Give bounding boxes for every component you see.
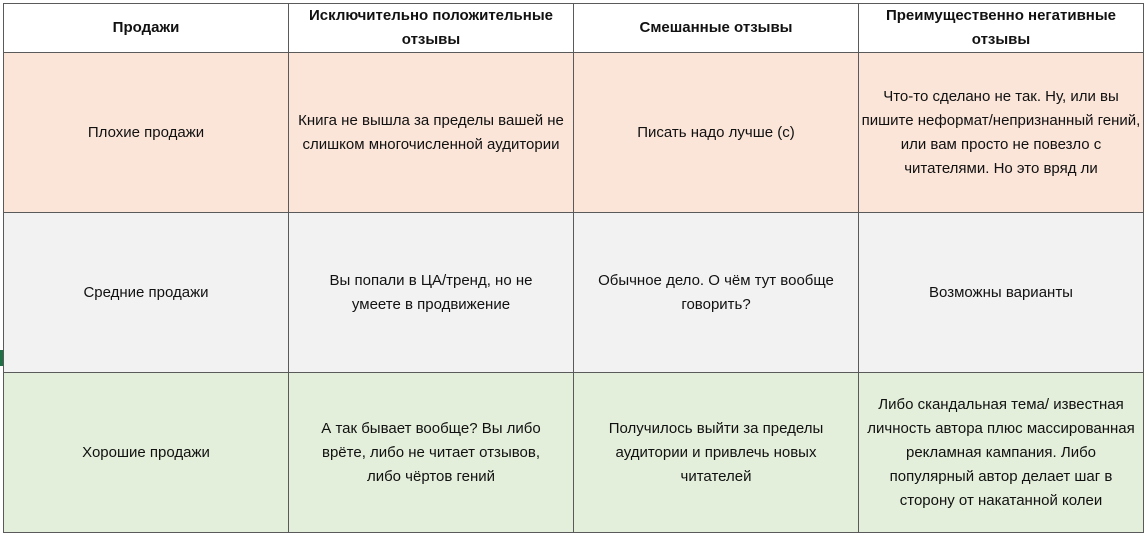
- cell-good-positive[interactable]: [289, 373, 574, 533]
- cell-text: Писать надо лучше (с): [637, 123, 795, 141]
- cell-mid-mixed[interactable]: [574, 213, 859, 373]
- header-cell-positive[interactable]: [289, 4, 574, 53]
- header-mixed-text: Смешанные отзывы: [639, 19, 793, 36]
- cell-text: Средние продажи: [83, 283, 209, 301]
- cell-text: Вы попали в ЦА/тренд, но не умеете в продвижение: [329, 271, 533, 313]
- header-sales-text: Продажи: [112, 19, 180, 36]
- cell-bad-sales[interactable]: [4, 53, 289, 213]
- cell-text: Что-то сделано не так. Ну, или вы пишите неформат/непризнанный гений, или вам просто не повезло с читателями. Но это вряд ли: [861, 87, 1141, 177]
- header-cell-negative[interactable]: [859, 4, 1144, 53]
- cell-text: Возможны варианты: [929, 283, 1073, 301]
- cell-text: Хорошие продажи: [82, 443, 210, 461]
- cell-good-negative[interactable]: [859, 373, 1144, 533]
- cell-bad-negative[interactable]: [859, 53, 1144, 213]
- header-negative-text: Преимущественно негативные отзывы: [885, 7, 1117, 48]
- header-positive-text: Исключительно положительные отзывы: [309, 7, 553, 48]
- header-cell-mixed[interactable]: [574, 4, 859, 53]
- table-row-good-sales: [4, 373, 1144, 533]
- cell-good-sales[interactable]: [4, 373, 289, 533]
- cell-good-mixed[interactable]: [574, 373, 859, 533]
- header-cell-sales[interactable]: [4, 4, 289, 53]
- table-row-bad-sales: [4, 53, 1144, 213]
- cell-text: Обычное дело. О чём тут вообще говорить?: [598, 271, 834, 313]
- cell-text: А так бывает вообще? Вы либо врёте, либо не читает отзывов, либо чёртов гений: [321, 419, 541, 485]
- header-row: [4, 4, 1144, 53]
- cell-text: Плохие продажи: [87, 123, 205, 141]
- table-row-mid-sales: [4, 213, 1144, 373]
- sales-reviews-table: [3, 3, 1144, 533]
- cell-text: Либо скандальная тема/ известная личность автора плюс массированная рекламная кампания. Либо популярный автор делает шаг в сторону от накатанной колеи: [867, 395, 1135, 509]
- cell-bad-positive[interactable]: [289, 53, 574, 213]
- cell-text: Книга не вышла за пределы вашей не слишком многочисленной аудитории: [298, 111, 564, 153]
- cell-mid-negative[interactable]: [859, 213, 1144, 373]
- cell-bad-mixed[interactable]: [574, 53, 859, 213]
- cell-mid-positive[interactable]: [289, 213, 574, 373]
- cell-mid-sales[interactable]: [4, 213, 289, 373]
- cell-text: Получилось выйти за пределы аудитории и привлечь новых читателей: [608, 419, 824, 485]
